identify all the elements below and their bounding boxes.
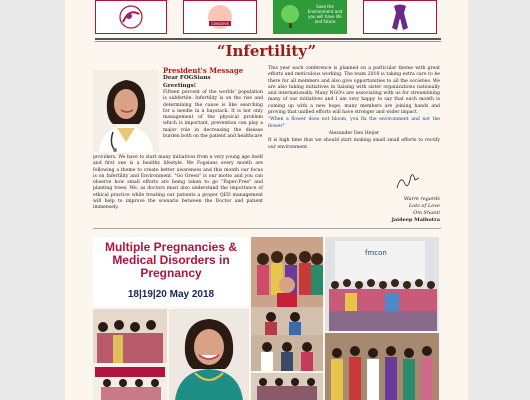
group-photo-1 <box>251 237 323 307</box>
quote-author: Alexander Den Heijer <box>328 130 380 136</box>
poster-headline: Multiple Pregnancies & Medical Disorders in Pregnancy <box>104 240 238 280</box>
conceive-logo <box>183 0 257 34</box>
signature-block <box>325 196 440 224</box>
conceive-logo-text: CONCEIVE <box>211 22 229 26</box>
message-paragraph-1: Fifteen percent of the worlds' population is subfertile. Infertility is on the rise and determining the cause is like searching for a needle in a haystack. It is not only management of the physical problem which is important, prevention can play a major role in decreasing the disease burden both on the patient and healthcare <box>163 90 263 140</box>
signature-icon <box>395 170 421 192</box>
group-photo-6 <box>93 365 167 400</box>
ribbon-logo <box>363 0 437 34</box>
group-photo-2 <box>251 307 323 335</box>
greeting: Greetings! <box>163 82 197 89</box>
poster-dates: 18|19|20 May 2018 <box>127 289 215 300</box>
message-left-column <box>163 66 263 140</box>
group-photo-7 <box>251 373 323 400</box>
conference-banner-photo <box>325 237 439 331</box>
message-paragraph-1-continued: providers. We have to start many initiatives from a very young age itself and first one is a healthy lifestyle. We Fogsians every month are following a theme to create better awareness and this month our focus is on Infertility and Environment. "Go Green" is our motto and you can observe how small efforts are being taken to go "Paper-Free" and planting trees. We, as doctors must also understand the importance of ethical practice while treating our patients a proper QED management will help to improve the scenario between the Doctor and patient immensely. <box>93 155 263 211</box>
conference-poster <box>93 237 249 307</box>
fogs-logo <box>95 0 167 34</box>
message-right-column <box>268 66 440 152</box>
speaker-portrait <box>169 309 249 400</box>
save-environment-text: Save the Environment and you will have life and future <box>307 4 343 24</box>
group-photo-5 <box>325 333 439 400</box>
group-photo-4 <box>251 335 323 371</box>
newsletter-page <box>65 0 468 400</box>
quote: "When a flower does not bloom, you fix the environment and not the flower" <box>268 117 440 129</box>
warm-regards: Warm regards <box>403 196 440 202</box>
page-title: “Infertility” <box>216 42 317 60</box>
message-paragraph-3: It is high time that we should start making small small efforts to rectify our environment. <box>268 138 440 150</box>
logo-strip <box>93 0 443 36</box>
salutation: Dear FOGSians <box>163 75 211 81</box>
message-heading: President's Message <box>163 66 244 75</box>
save-environment-logo <box>273 0 347 34</box>
om-shanti: Om Shanti <box>413 210 440 216</box>
group-photo-3 <box>93 309 167 363</box>
photo-collage <box>93 237 439 400</box>
header-rule <box>95 38 441 40</box>
lots-of-love: Lots of Love <box>408 203 440 209</box>
signatory-name: Jaideep Malhotra <box>391 217 440 223</box>
message-paragraph-2: This year each conference is planned on a particular theme with great efforts and meticulous working. The team 2018 is taking extra care to be there for all members and also give opportunities to all the societies. We are also taking initiatives in liaising with sister organizations nationally and internationally. Many NGO's are associating with us for streamlining many of our initiatives and I am very happy to say that each month is coming up with a new hope, many members are joining hands and proving that unified efforts will have stronger and wider impact. <box>268 66 440 116</box>
president-photo <box>93 70 159 152</box>
section-divider <box>93 228 441 229</box>
banner-text: fmcon <box>365 249 387 257</box>
